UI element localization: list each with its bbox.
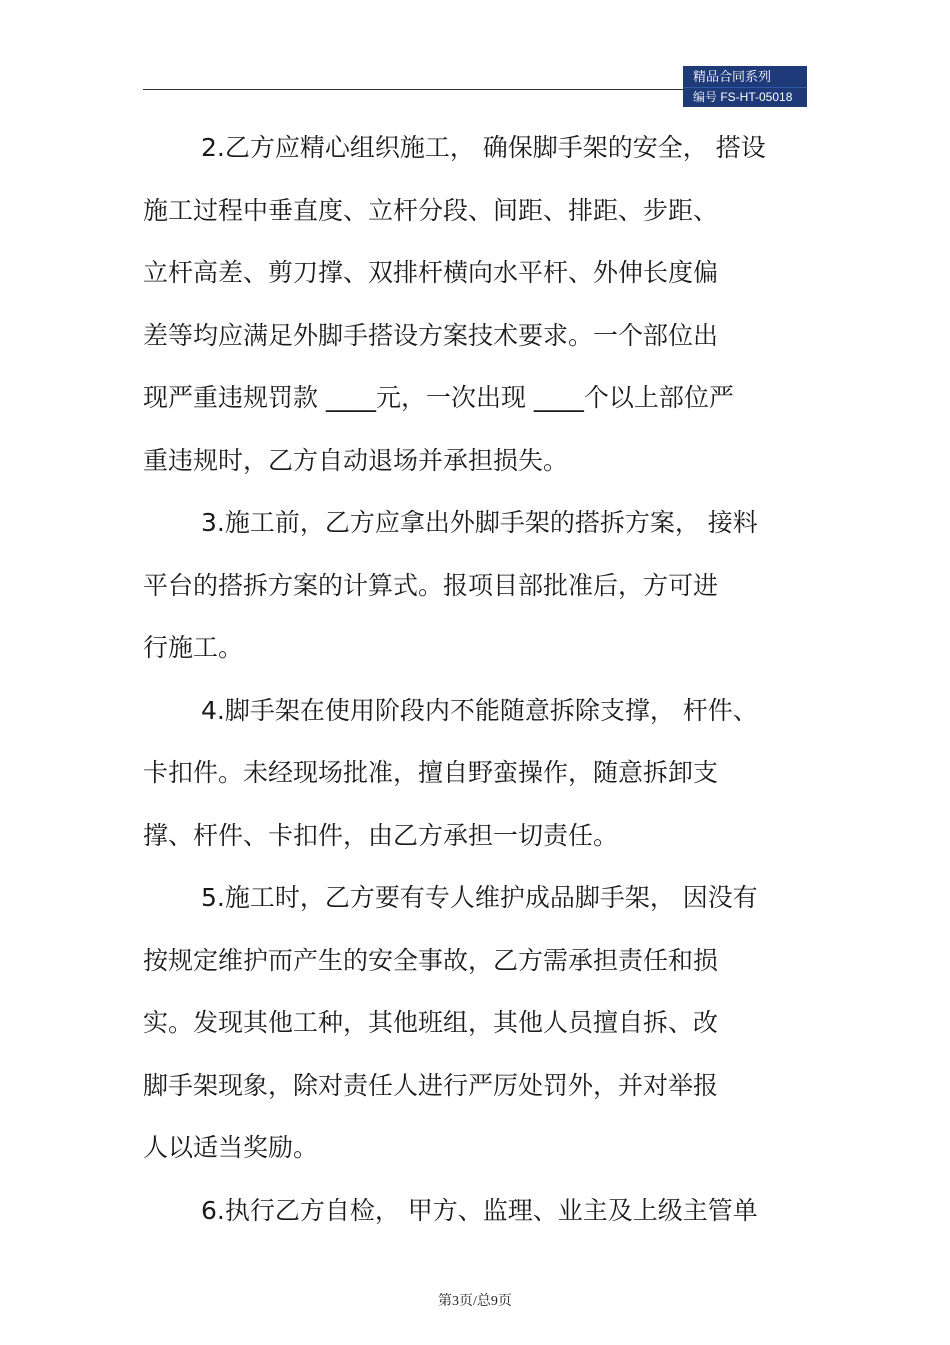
text-line: 5.施工时，乙方要有专人维护成品脚手架， 因没有 bbox=[201, 883, 758, 912]
header-rule bbox=[143, 89, 683, 90]
text-line: 重违规时，乙方自动退场并承担损失。 bbox=[143, 445, 569, 475]
text-line: 脚手架现象，除对责任人进行严厉处罚外，并对举报 bbox=[143, 1070, 719, 1100]
paragraph-4 bbox=[143, 680, 808, 868]
page-number: 第3页/总9页 bbox=[438, 1294, 512, 1309]
text-line: 人以适当奖励。 bbox=[143, 1133, 319, 1162]
series-title: 精品合同系列 bbox=[683, 66, 807, 88]
text-line: 立杆高差、剪刀撑、双排杆横向水平杆、外伸长度偏 bbox=[143, 258, 719, 287]
text-line: 3.施工前，乙方应拿出外脚手架的搭拆方案， 接料 bbox=[201, 508, 758, 537]
text-line: 6.执行乙方自检， 甲方、监理、业主及上级主管单 bbox=[201, 1195, 758, 1225]
paragraph-6 bbox=[143, 1180, 808, 1243]
text-line: 卡扣件。未经现场批准，擅自野蛮操作，随意拆卸支 bbox=[143, 758, 719, 787]
paragraph-2 bbox=[143, 117, 808, 492]
text-line: 按规定维护而产生的安全事故，乙方需承担责任和损 bbox=[143, 945, 719, 975]
text-line: 2.乙方应精心组织施工， 确保脚手架的安全， 搭设 bbox=[201, 133, 766, 162]
document-code: 编号 FS-HT-05018 bbox=[683, 88, 807, 107]
paragraph-3 bbox=[143, 492, 808, 680]
text-line: 施工过程中垂直度、立杆分段、间距、排距、步距、 bbox=[143, 195, 719, 225]
document-body bbox=[143, 117, 808, 1242]
paragraph-5 bbox=[143, 867, 808, 1180]
text-line: 现严重违规罚款 ____元，一次出现 ____个以上部位严 bbox=[143, 383, 734, 412]
text-line: 撑、杆件、卡扣件，由乙方承担一切责任。 bbox=[143, 820, 619, 850]
text-line: 差等均应满足外脚手搭设方案技术要求。一个部位出 bbox=[143, 320, 719, 350]
text-line: 平台的搭拆方案的计算式。报项目部批准后，方可进 bbox=[143, 570, 719, 600]
text-line: 4.脚手架在使用阶段内不能随意拆除支撑， 杆件、 bbox=[201, 695, 758, 725]
series-badge bbox=[683, 66, 807, 107]
text-line: 行施工。 bbox=[143, 633, 244, 662]
text-line: 实。发现其他工种，其他班组，其他人员擅自拆、改 bbox=[143, 1008, 719, 1037]
